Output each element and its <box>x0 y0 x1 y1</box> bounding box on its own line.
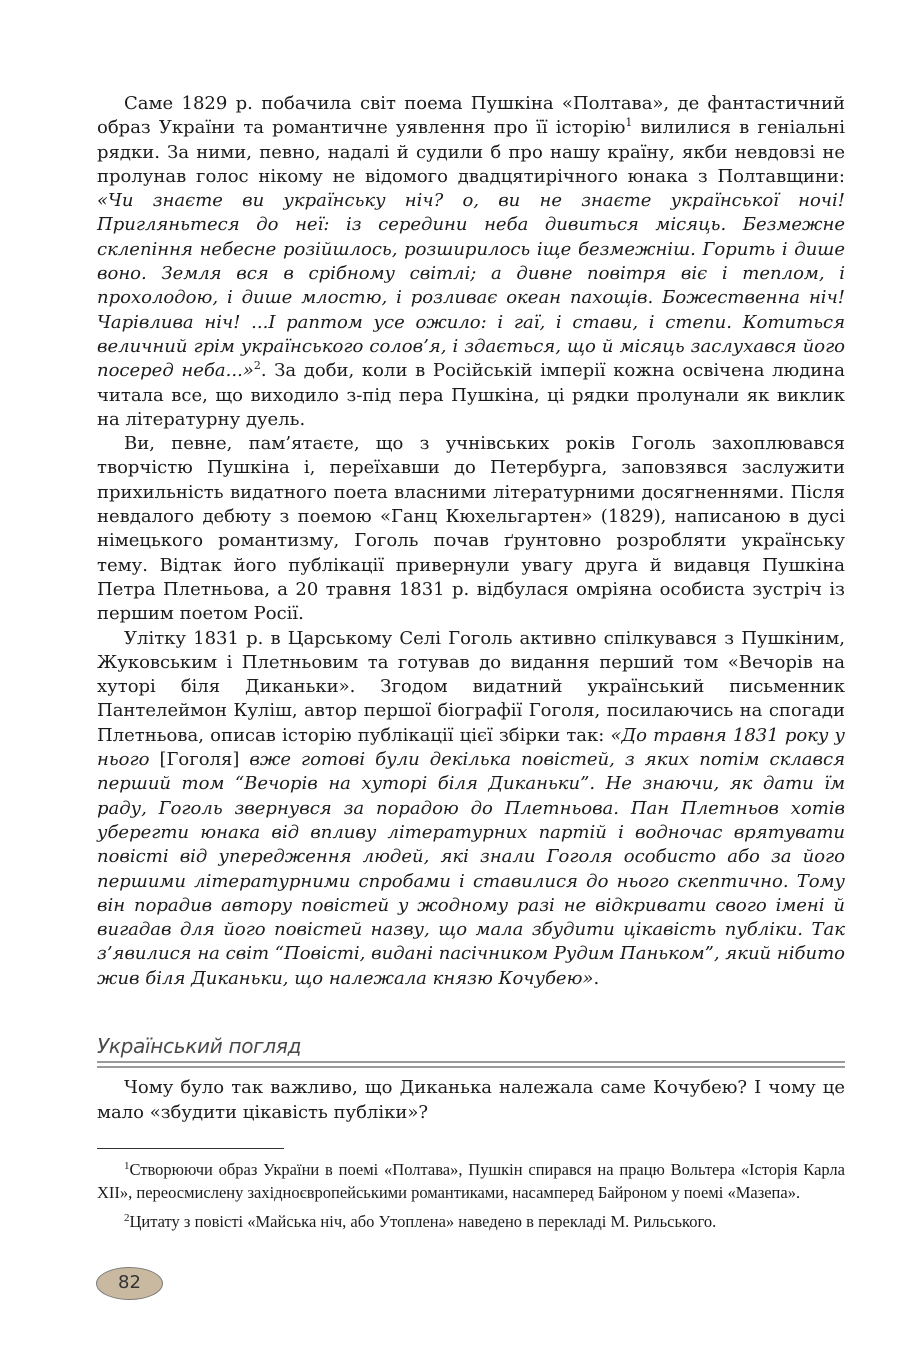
paragraph <box>97 432 845 626</box>
paragraph <box>97 627 845 991</box>
footnote <box>97 1210 845 1233</box>
heading-divider <box>97 1061 845 1068</box>
text-run: Ви, певне, пам’ятаєте, що з учнівських років Гоголь захоплювався творчістю Пушкіна і, переїхавши до Петербурга, заповзявся заслужити прихильність видатного поета власними літературними досягненнями. Після невдалого дебюту з поемою «Ганц Кюхельгартен» (1829), написаною в дусі німецького романтизму, Гоголь почав ґрунтовно розробляти українську тему. Відтак його публікації привернули увагу друга й видавця Пушкіна Петра Плетньова, а 20 травня 1831 р. відбулася омріяна особиста зустріч із першим поетом Росії. <box>97 433 845 625</box>
footnote <box>97 1158 845 1204</box>
text-run: . <box>593 967 600 989</box>
question-text: Чому було так важливо, що Диканька належала саме Кочубею? І чому це мало «збудити цікавість публіки»? <box>97 1077 845 1123</box>
text-run: вилилися в геніальні рядки. За ними, певно, надалі й судили б про нашу країну, якби невдовзі не пролунав голос нікому не відомого двадцятирічного юнака з Полтавщини: <box>97 117 845 187</box>
page-number-badge: 82 <box>96 1267 163 1300</box>
text-run: . За доби, коли в Російській імперії кожна освічена людина читала все, що виходило з-під пера Пушкіна, ці рядки пролунали як виклик на літературну дуель. <box>97 360 846 430</box>
footnote-ref: 2 <box>253 359 261 373</box>
footnote-mark: 2 <box>124 1212 130 1224</box>
paragraph <box>97 92 845 432</box>
text-run: [Гоголя] <box>159 749 240 771</box>
question-block <box>97 1075 845 1125</box>
quote-text: «Чи знаєте ви українську ніч? о, ви не знаєте української ночі! Пригляньтеся до неї: із середини неба дивиться місяць. Безмежне склепіння небесне розійшлось, розширилось іще безмежніш. Горить і дише воно. Земля вся в срібному світлі; а дивне повітря віє і теплом, і прохолодою, і дише млостю, і розливає океан пахощів. Божественна ніч! Чарівлива ніч! ...І раптом усе ожило: і гаї, і стави, і степи. Котиться величний грім українського солов’я, і здається, що й місяць заслухався його посеред неба...» <box>97 190 845 382</box>
footnote-ref: 1 <box>625 116 633 130</box>
footnotes <box>97 1158 845 1233</box>
main-text <box>97 92 845 991</box>
text-run: Улітку 1831 р. в Царському Селі Гоголь активно спілкувався з Пушкіним, Жуковським і Плетньовим та готував до видання перший том «Вечорів на хуторі біля Диканьки». Згодом видатний український письменник Пантелеймон Куліш, автор першої біографії Гоголя, посилаючись на спогади Плетньова, описав історію публікації цієї збірки так: <box>97 627 845 746</box>
footnote-text: Цитату з повісті «Майська ніч, або Утоплена» наведено в перекладі М. Рильського. <box>129 1212 717 1231</box>
quote-text: «До травня 1831 року у нього <box>97 724 845 771</box>
quote-text: вже готові були декілька повістей, з яких потім склався перший том “Вечорів на хуторі біля Диканьки”. Не знаючи, як дати їм раду, Гоголь звернувся за порадою до Плетньова. Пан Плетньов хотів уберегти юнака від впливу літературних партій і водночас врятувати повісті від упередження людей, які знали Гоголя особисто або за його першими літературними спробами і ставилися до нього скептично. Тому він порадив автору повістей у жодному разі не відкривати свого імені й вигадав для його повістей назву, що мала збудити цікавість публіки. Так з’явилися на світ “Повісті, видані пасічником Рудим Паньком”, який нібито жив біля Диканьки, що належала князю Кочубею» <box>97 749 845 989</box>
footnote-text: Створюючи образ України в поемі «Полтава», Пушкін спирався на працю Вольтера «Історія Карла XII», переосмислену західноєвропейськими романтиками, насамперед Байроном у поемі «Мазепа». <box>97 1160 845 1202</box>
footnote-divider <box>97 1148 284 1149</box>
text-run: Саме 1829 р. побачила світ поема Пушкіна «Полтава», де фантастичний образ України та романтичне уявлення про її історію <box>97 93 845 139</box>
section-heading: Український погляд <box>97 1034 302 1058</box>
footnote-mark: 1 <box>124 1160 130 1172</box>
